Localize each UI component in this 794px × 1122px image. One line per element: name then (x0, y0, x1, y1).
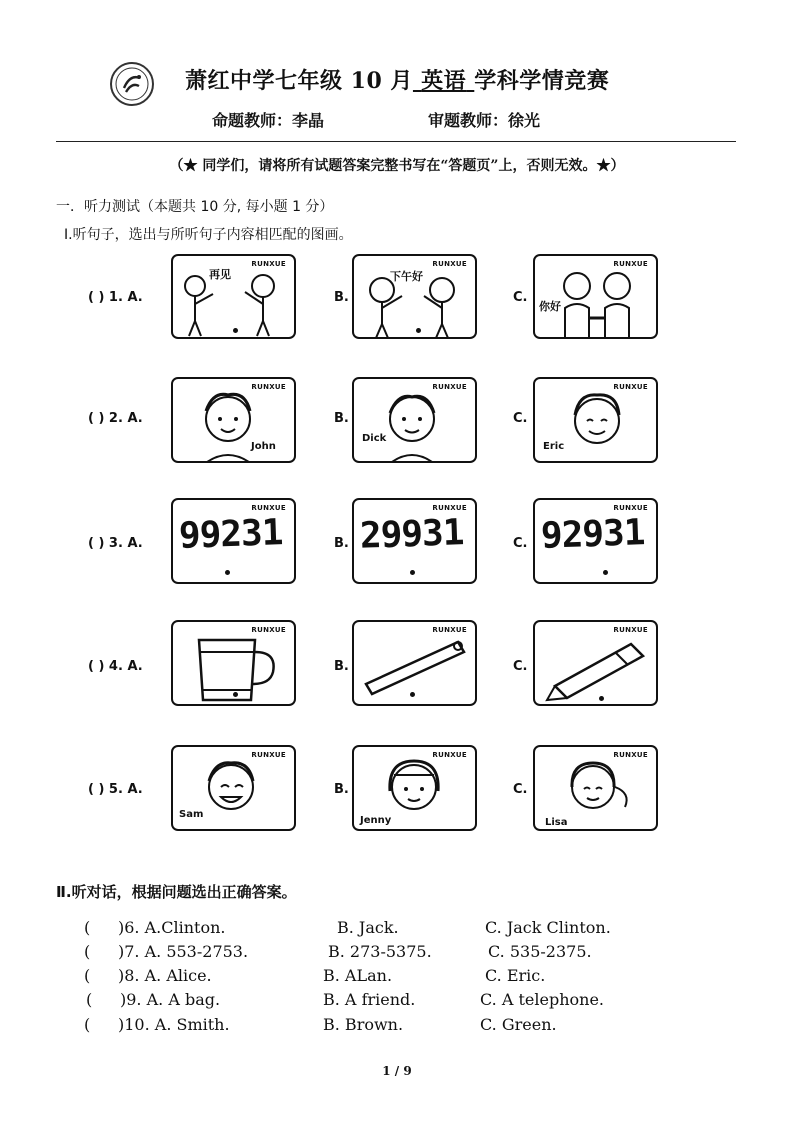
watermark: RUNXUE (613, 504, 648, 512)
question-4-label: ( ) 4. A. (88, 659, 143, 674)
q5-option-c-label: C. (513, 782, 528, 797)
ruler-icon (354, 622, 477, 706)
question-9-option-a: )9. A. A bag. (120, 990, 221, 1009)
question-9-option-b: B. A friend. (323, 990, 416, 1009)
q3-option-b-picture[interactable] (352, 498, 477, 584)
number-99231: 99231 (178, 512, 284, 557)
question-6-option-c: C. Jack Clinton. (485, 918, 611, 937)
caption-sam: Sam (179, 809, 204, 820)
answer-paren-6[interactable]: ( (84, 918, 91, 937)
watermark: RUNXUE (613, 260, 648, 268)
caption-dick: Dick (362, 433, 387, 444)
question-8-option-c: C. Eric. (485, 966, 546, 985)
q4-option-b-label: B. (334, 659, 349, 674)
q4-option-a-picture[interactable] (171, 620, 296, 706)
caption-jenny: Jenny (360, 815, 392, 826)
question-10-option-b: B. Brown. (323, 1015, 404, 1034)
pen-icon (535, 622, 658, 706)
header-divider (56, 141, 736, 142)
caption-hello: 你好 (539, 300, 561, 313)
q5-option-c-picture[interactable] (533, 745, 658, 831)
watermark: RUNXUE (251, 260, 286, 268)
q2-option-c-label: C. (513, 411, 528, 426)
q5-option-a-picture[interactable] (171, 745, 296, 831)
watermark: RUNXUE (613, 383, 648, 391)
q3-option-b-label: B. (334, 536, 349, 551)
caption-john: John (251, 441, 276, 452)
part1-title: Ⅰ.听句子，选出与所听句子内容相匹配的图画。 (64, 227, 353, 243)
watermark: RUNXUE (432, 504, 467, 512)
q2-option-b-picture[interactable] (352, 377, 477, 463)
q1-option-b-picture[interactable] (352, 254, 477, 339)
question-7-option-c: C. 535-2375. (488, 942, 592, 961)
question-6-option-a: )6. A.Clinton. (118, 918, 226, 937)
watermark: RUNXUE (251, 626, 286, 634)
question-3-label: ( ) 3. A. (88, 536, 143, 551)
answer-paren-9[interactable]: ( (86, 990, 93, 1009)
question-6-option-b: B. Jack. (337, 918, 399, 937)
q2-option-c-picture[interactable] (533, 377, 658, 463)
q1-option-c-label: C. (513, 290, 528, 305)
q2-option-a-picture[interactable] (171, 377, 296, 463)
answer-paren-10[interactable]: ( (84, 1015, 91, 1034)
question-9-option-c: C. A telephone. (480, 990, 605, 1009)
part2-title: Ⅱ.听对话，根据问题选出正确答案。 (56, 883, 297, 901)
question-5-label: ( ) 5. A. (88, 782, 143, 797)
q3-option-a-picture[interactable] (171, 498, 296, 584)
title-suffix: 学科学情竞赛 (474, 68, 610, 94)
q4-option-b-picture[interactable] (352, 620, 477, 706)
watermark: RUNXUE (251, 751, 286, 759)
q5-option-b-picture[interactable] (352, 745, 477, 831)
title-prefix: 萧红中学七年级 10 月 (185, 68, 413, 94)
watermark: RUNXUE (432, 626, 467, 634)
notice: （★ 同学们，请将所有试题答案完整书写在“答题页”上，否则无效。★） (169, 158, 625, 174)
question-2-label: ( ) 2. A. (88, 411, 143, 426)
caption-goodbye: 再见 (209, 268, 231, 281)
page-title (185, 64, 609, 95)
caption-eric: Eric (543, 441, 565, 452)
caption-good-afternoon: 下午好 (390, 270, 423, 283)
question-8-option-b: B. ALan. (323, 966, 393, 985)
reviewer-label: 审题教师：徐光 (428, 111, 541, 130)
watermark: RUNXUE (432, 260, 467, 268)
q3-option-c-label: C. (513, 536, 528, 551)
question-1-label: ( ) 1. A. (88, 290, 143, 305)
two-people-waving-icon (173, 256, 296, 339)
q3-option-c-picture[interactable] (533, 498, 658, 584)
page-number: 1 / 9 (382, 1064, 412, 1078)
question-7-option-a: )7. A. 553-2753. (118, 942, 249, 961)
number-29931: 29931 (359, 512, 465, 557)
title-subject: 英语 (421, 68, 467, 94)
caption-lisa: Lisa (545, 817, 568, 828)
q1-option-b-label: B. (334, 290, 349, 305)
answer-paren-7[interactable]: ( (84, 942, 91, 961)
question-8-option-a: )8. A. Alice. (118, 966, 212, 985)
author-label: 命题教师：李晶 (212, 111, 325, 130)
boy-face-icon (173, 379, 296, 463)
q5-option-b-label: B. (334, 782, 349, 797)
section1-title: 一．听力测试（本题共 10 分, 每小题 1 分） (56, 199, 334, 215)
q4-option-c-label: C. (513, 659, 528, 674)
watermark: RUNXUE (251, 383, 286, 391)
boy-face-icon (354, 379, 477, 463)
watermark: RUNXUE (432, 383, 467, 391)
watermark: RUNXUE (613, 751, 648, 759)
q4-option-c-picture[interactable] (533, 620, 658, 706)
question-7-option-b: B. 273-5375. (328, 942, 432, 961)
question-10-option-a: )10. A. Smith. (118, 1015, 230, 1034)
number-92931: 92931 (540, 512, 646, 557)
watermark: RUNXUE (432, 751, 467, 759)
q2-option-b-label: B. (334, 411, 349, 426)
q1-option-c-picture[interactable] (533, 254, 658, 339)
school-logo (110, 62, 154, 106)
q1-option-a-picture[interactable] (171, 254, 296, 339)
watermark: RUNXUE (251, 504, 286, 512)
answer-paren-8[interactable]: ( (84, 966, 91, 985)
watermark: RUNXUE (613, 626, 648, 634)
question-10-option-c: C. Green. (480, 1015, 557, 1034)
